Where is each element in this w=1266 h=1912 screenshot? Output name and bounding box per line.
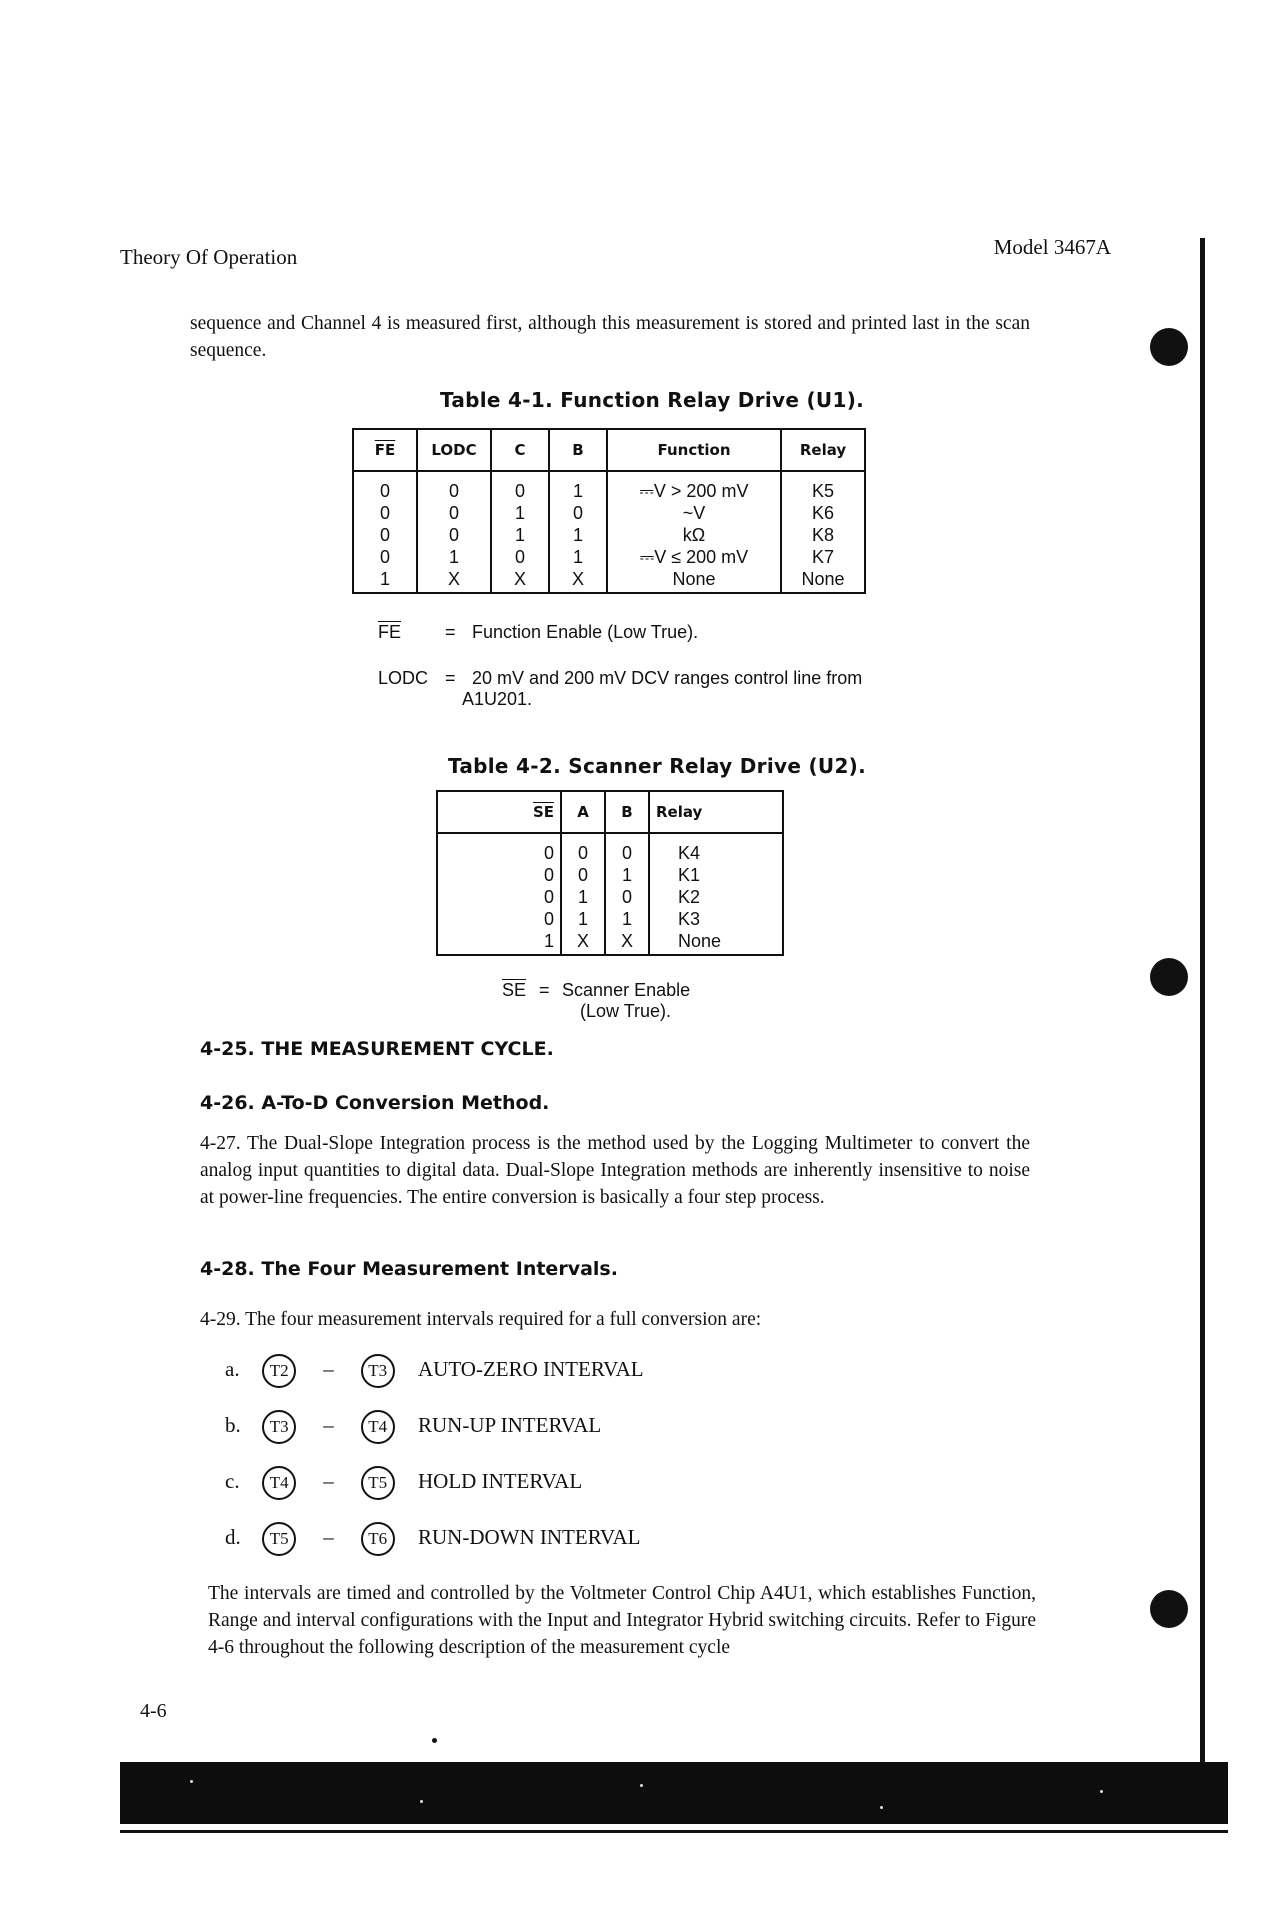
scan-speck <box>640 1784 643 1787</box>
table1-caption: Table 4-1. Function Relay Drive (U1). <box>440 388 865 412</box>
binder-hole-middle <box>1150 958 1188 996</box>
table1-col-fe: 0 0 0 0 1 <box>379 481 390 589</box>
t5-circle-icon: T5 <box>262 1522 296 1556</box>
table1-col-function: ⎓V > 200 mV ~V kΩ ⎓V ≤ 200 mV None <box>607 471 781 593</box>
binder-hole-top <box>1150 328 1188 366</box>
interval-item: a. T2 – T3 AUTO-ZERO INTERVAL <box>225 1354 644 1388</box>
running-header-right: Model 3467A <box>993 235 1111 259</box>
paragraph-4-27: 4-27. The Dual-Slope Integration process is the method used by the Logging Multimeter to convert the analog input quantities to digital data. Dual-Slope Integration methods are inherently insensitive to noise at power-line frequencies. The entire conversion is basically a four step process. <box>200 1133 1030 1208</box>
intro-paragraph: sequence and Channel 4 is measured first, although this measurement is stored and printed last in the scan sequence. <box>190 313 1030 361</box>
table2-col-b: 0 1 0 1 X <box>605 833 649 955</box>
scan-border-band <box>120 1762 1228 1824</box>
t6-circle-icon: T6 <box>361 1522 395 1556</box>
table2-col-a: 0 0 1 1 X <box>561 833 605 955</box>
scan-speck <box>432 1738 437 1743</box>
table1-col-relay: K5 K6 K8 K7 None <box>781 471 865 593</box>
table1-header-relay: Relay <box>781 429 865 471</box>
t2-circle-icon: T2 <box>262 1354 296 1388</box>
table2-col-relay: K4 K1 K2 K3 None <box>649 833 783 955</box>
interval-item: d. T5 – T6 RUN-DOWN INTERVAL <box>225 1522 641 1556</box>
table1-header-c: C <box>491 429 549 471</box>
scan-speck <box>1100 1790 1103 1793</box>
table2-header-relay: Relay <box>649 791 783 833</box>
t4-circle-icon: T4 <box>361 1410 395 1444</box>
margin-rule <box>1200 238 1205 1798</box>
table1-col-c: 0 1 1 0 X <box>491 471 549 593</box>
table1-note-lodc: LODC = 20 mV and 200 mV DCV ranges control line from A1U201. <box>378 668 863 709</box>
table1-header-b: B <box>549 429 607 471</box>
paragraph-4-29: 4-29. The four measurement intervals required for a full conversion are: <box>200 1309 762 1330</box>
table1-note-fe: $\overline{FE}$ = Function Enable (Low True). <box>378 622 699 642</box>
table2-header-a: A <box>561 791 605 833</box>
table1-col-lodc: 0 0 0 1 X <box>417 471 491 593</box>
interval-item: b. T3 – T4 RUN-UP INTERVAL <box>225 1410 601 1444</box>
interval-item: c. T4 – T5 HOLD INTERVAL <box>225 1466 582 1500</box>
table1-col-b: 1 0 1 1 X <box>549 471 607 593</box>
table2-note-se: $\overline{SE}$ = Scanner Enable (Low True). <box>502 980 691 1021</box>
scan-speck <box>190 1780 193 1783</box>
scan-speck <box>880 1806 883 1809</box>
bottom-rule <box>120 1830 1228 1833</box>
table2-col-se: 0 0 0 0 1 <box>543 843 554 951</box>
page-number: 4-6 <box>140 1700 167 1722</box>
section-4-26-heading: 4-26. A-To-D Conversion Method. <box>200 1092 550 1114</box>
table2-header-se: $\overline{SE}$ <box>532 803 554 821</box>
table1-header-fe: $\overline{FE}$ <box>374 441 396 459</box>
t3-circle-icon: T3 <box>361 1354 395 1388</box>
table2-header-b: B <box>605 791 649 833</box>
table1-header-lodc: LODC <box>417 429 491 471</box>
binder-hole-bottom <box>1150 1590 1188 1628</box>
closing-paragraph: The intervals are timed and controlled by the Voltmeter Control Chip A4U1, which establishes Function, Range and interval configurations with the Input and Integrator Hybrid switching circuits. Refer to Figure 4-6 throughout the following description of the measurement cycle <box>208 1583 1036 1658</box>
scanner-relay-table <box>436 790 784 956</box>
scan-speck <box>420 1800 423 1803</box>
t4-circle-icon: T4 <box>262 1466 296 1500</box>
table2-caption: Table 4-2. Scanner Relay Drive (U2). <box>448 754 866 778</box>
table1-header-function: Function <box>607 429 781 471</box>
section-4-28-heading: 4-28. The Four Measurement Intervals. <box>200 1258 618 1280</box>
section-4-25-heading: 4-25. THE MEASUREMENT CYCLE. <box>200 1038 554 1060</box>
t3-circle-icon: T3 <box>262 1410 296 1444</box>
function-relay-table <box>352 428 866 594</box>
t5-circle-icon: T5 <box>361 1466 395 1500</box>
running-header-left: Theory Of Operation <box>120 245 298 269</box>
